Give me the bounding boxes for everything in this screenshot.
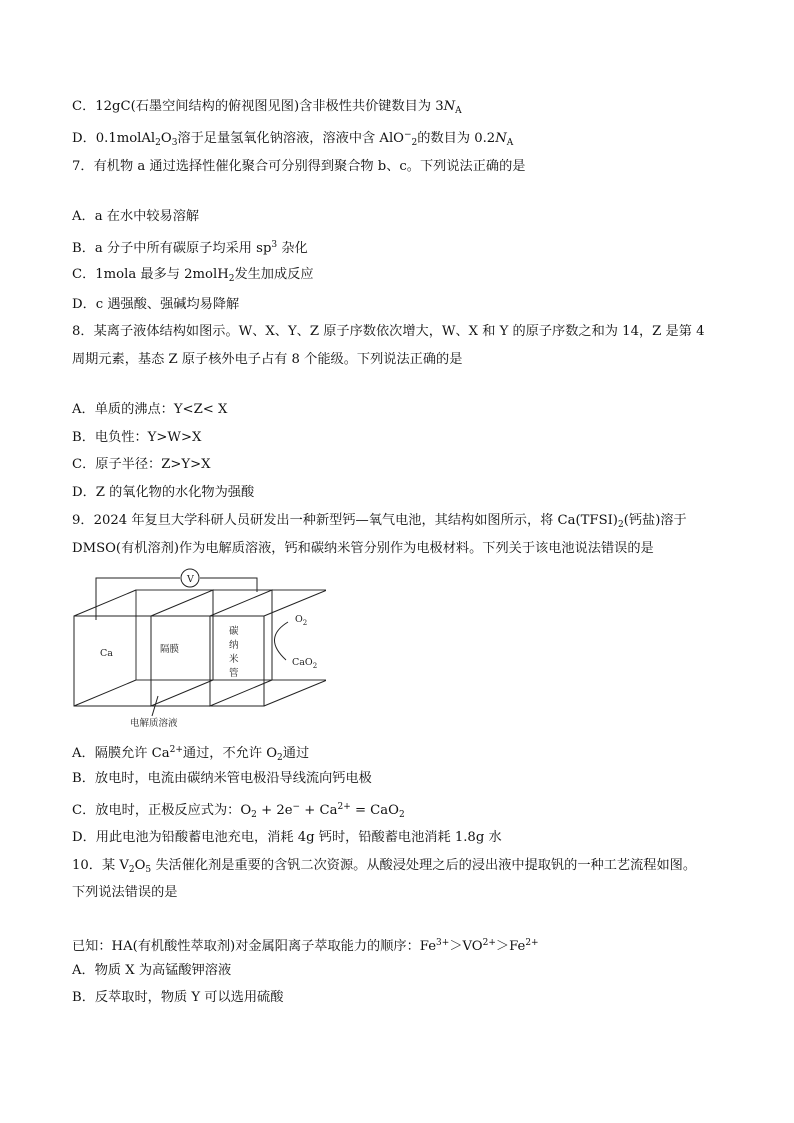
separator-label: 隔膜: [160, 644, 180, 655]
q7-option-d: D．c 遇强酸、强碱均易降解: [72, 297, 240, 312]
q9-option-c: C．放电时，正极反应式为：$O_2 + 2e^- + Ca^{2+} = CaO_2$: [72, 802, 405, 820]
q10-option-b: B．反萃取时，物质 Y 可以选用硫酸: [72, 990, 284, 1005]
wire-left: [96, 578, 180, 620]
cnt-electrode-plane: [210, 590, 272, 706]
calcium-electrode-label: Ca: [100, 648, 113, 659]
q7-option-b: B．a 分子中所有碳原子均采用 $sp^3$ 杂化: [72, 240, 308, 256]
q9-option-b: B．放电时，电流由碳纳米管电极沿导线流向钙电极: [72, 771, 372, 786]
q9-option-d: D．用此电池为铅酸蓄电池充电，消耗 4g 钙时，铅酸蓄电池消耗 1.8g 水: [72, 830, 502, 845]
q10-stem-line1: 10．某 $V_2O_5$ 失活催化剂是重要的含钒二次资源。从酸浸处理之后的浸出液中提取钒的一种工艺流程如图。: [72, 858, 697, 875]
battery-diagram: [66, 568, 326, 736]
q8-option-d: D．Z 的氧化物的水化物为强酸: [72, 485, 255, 500]
q8-option-c: C．原子半径：Z>Y>X: [72, 457, 211, 472]
cnt-label-4: 管: [229, 668, 239, 679]
q6-option-c: C．12gC(石墨空间结构的俯视图见图)含非极性共价键数目为 $3N_A$: [72, 99, 462, 116]
o2-arc: [274, 622, 288, 660]
cnt-label-3: 米: [229, 654, 239, 665]
voltmeter-label: V: [187, 574, 194, 585]
q8-option-b: B．电负性：Y>W>X: [72, 430, 202, 445]
electrolyte-label: 电解质溶液: [130, 718, 178, 729]
cao2-label: CaO$_2$: [292, 657, 318, 670]
cnt-label-2: 纳: [229, 640, 239, 651]
q8-stem-line1: 8．某离子液体结构如图示。W、X、Y、Z 原子序数依次增大，W、X 和 Y 的原子序数之和为 14，Z 是第 4: [72, 324, 705, 339]
q7-stem: 7．有机物 a 通过选择性催化聚合可分别得到聚合物 b、c。下列说法正确的是: [72, 159, 526, 174]
q9-option-a: A．隔膜允许 $Ca^{2+}$通过，不允许 $O_2$通过: [72, 745, 310, 763]
q8-stem-line2: 周期元素，基态 Z 原子核外电子占有 8 个能级。下列说法正确的是: [72, 352, 463, 367]
q10-known: 已知：HA(有机酸性萃取剂)对金属阳离子萃取能力的顺序：$Fe^{3+}>VO^{2+}>Fe^{2+}$: [72, 938, 539, 954]
q10-stem-line2: 下列说法错误的是: [72, 885, 178, 900]
q8-option-a: A．单质的沸点：Y<Z< X: [72, 402, 228, 417]
q9-stem-line1: 9．2024 年复旦大学科研人员研发出一种新型钙—氧气电池，其结构如图所示，将 $Ca(TFSI)_2$(钙盐)溶于: [72, 513, 687, 530]
o2-label: $O_2$: [295, 614, 308, 627]
q6-option-d: D．$0.1molAl_2O_3$溶于足量氢氧化钠溶液，溶液中含 AlO−$_2$的数目为 $0.2N_A$: [72, 130, 514, 148]
q7-option-a: A．a 在水中较易溶解: [72, 209, 200, 224]
q10-option-a: A．物质 X 为高锰酸钾溶液: [72, 963, 232, 978]
cnt-label-1: 碳: [229, 626, 239, 637]
q9-stem-line2: DMSO(有机溶剂)作为电解质溶液，钙和碳纳米管分别作为电极材料。下列关于该电池说法错误的是: [72, 541, 654, 556]
q7-option-c: C．1mola 最多与 2molH$_2$发生加成反应: [72, 267, 314, 284]
